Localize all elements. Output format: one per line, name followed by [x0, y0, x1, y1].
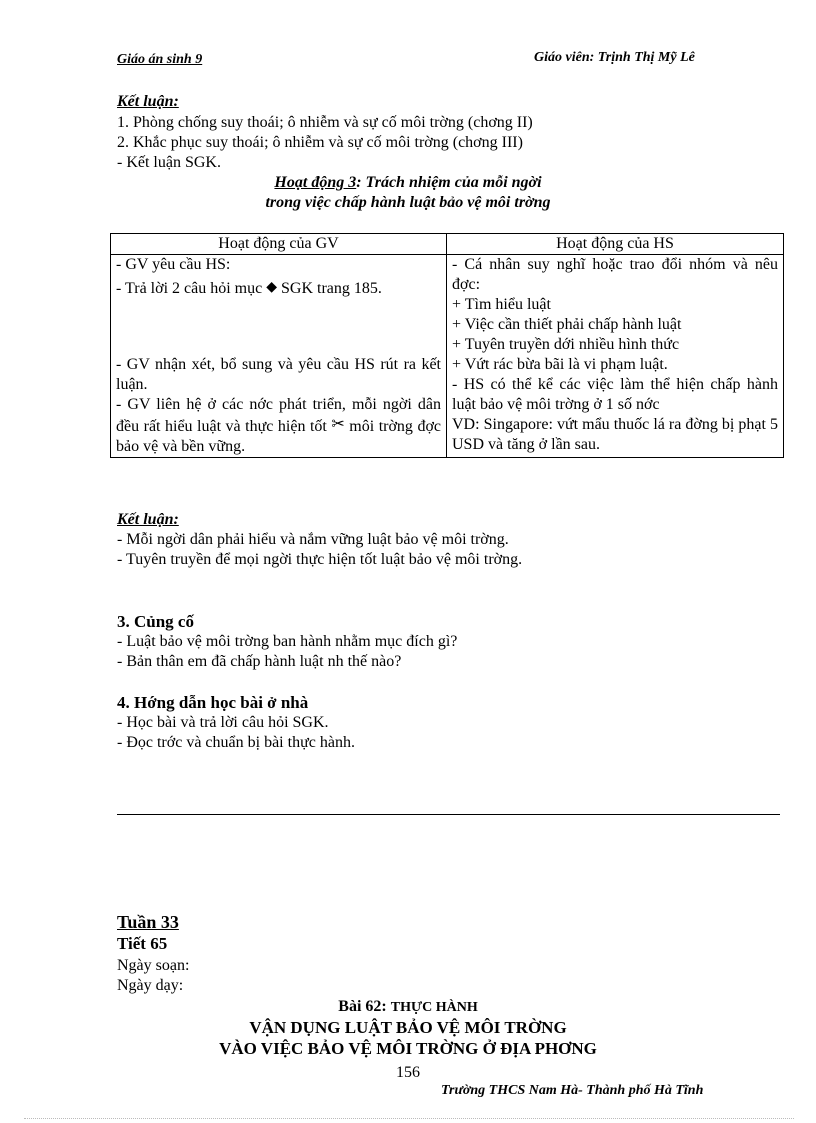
hs-paragraph: - HS có thể kể các việc làm thể hiện chấp hành luật bảo vệ môi trờng ở 1 số nớc: [452, 376, 778, 413]
lesson-number: Bài 62:: [338, 998, 387, 1015]
hs-paragraph: VD: Singapore: vứt mẩu thuốc lá ra đờng bị phạt 5 USD và tăng ở lần sau.: [452, 416, 778, 453]
section-divider: [117, 814, 780, 815]
gv-paragraph-text: môi trờng đợc bảo vệ và bền vững.: [116, 418, 442, 455]
lesson-title-line2: VÀO VIỆC BẢO VỆ MÔI TRỜNG Ở ĐỊA PHƠNG: [219, 1039, 597, 1058]
conclusion-line: - Tuyên truyền để mọi ngời thực hiện tốt luật bảo vệ môi trờng.: [117, 551, 523, 568]
period-label: Tiết 65: [117, 934, 168, 953]
page-bottom-border: [24, 1118, 794, 1119]
conclusion-title: Kết luận:: [117, 93, 179, 110]
scissors-icon: ✂: [331, 416, 345, 433]
gv-line-text: SGK trang 185.: [281, 280, 382, 297]
gv-paragraph-text: - GV liên hệ ở các nớc phát triển, mỗi ngời dân đều rất hiểu luật và thực hiện tốt: [116, 396, 441, 435]
school-name: Trường THCS Nam Hà- Thành phố Hà Tĩnh: [441, 1083, 704, 1098]
column-header-hs: Hoạt động của HS: [447, 234, 784, 255]
gv-line-text: - Trả lời 2 câu hỏi mục: [116, 280, 263, 297]
conclusion-title: Kết luận:: [117, 511, 179, 528]
activity-table: [110, 233, 784, 458]
gv-spacer: [116, 299, 441, 355]
gv-cell: [111, 255, 447, 458]
header-right: Giáo viên: Trịnh Thị Mỹ Lê: [534, 50, 695, 65]
hs-cell: [447, 255, 784, 458]
column-header-gv: Hoạt động của GV: [111, 234, 447, 255]
hs-bullet: + Tuyên truyền dới nhiều hình thức: [452, 336, 680, 353]
diamond-bullet-icon: ◆: [266, 280, 278, 295]
hs-bullet: + Việc cần thiết phải chấp hành luật: [452, 316, 682, 333]
header-left: Giáo án sinh 9: [117, 52, 203, 67]
lesson-type: THỰC HÀNH: [390, 1000, 478, 1015]
gv-line: - GV yêu cầu HS:: [116, 256, 231, 273]
homework-line: - Đọc trớc và chuẩn bị bài thực hành.: [117, 734, 355, 751]
conclusion-line: 2. Khắc phục suy thoái; ô nhiễm và sự cố môi trờng (chơng III): [117, 134, 523, 151]
gv-line: [116, 278, 441, 299]
conclusion-line: - Mỗi ngời dân phải hiểu và nắm vững luật bảo vệ môi trờng.: [117, 531, 509, 548]
lesson-heading: [0, 998, 816, 1016]
section-title: 4. Hớng dẫn học bài ở nhà: [117, 693, 309, 712]
question-line: - Bản thân em đã chấp hành luật nh thế nào?: [117, 653, 402, 670]
page-number: 156: [396, 1064, 420, 1081]
activity-title: : Trách nhiệm của mỗi ngời: [356, 174, 542, 191]
question-line: - Luật bảo vệ môi trờng ban hành nhằm mục đích gì?: [117, 633, 458, 650]
homework-line: - Học bài và trả lời câu hỏi SGK.: [117, 714, 329, 731]
gv-paragraph: - GV nhận xét, bổ sung và yêu cầu HS rút ra kết luận.: [116, 356, 441, 393]
week-label: Tuần 33: [117, 912, 179, 932]
activity-heading: [0, 174, 816, 192]
lesson-title-line1: VẬN DỤNG LUẬT BẢO VỆ MÔI TRỜNG: [249, 1018, 567, 1037]
teach-date-label: Ngày dạy:: [117, 977, 184, 994]
activity-label: Hoạt động 3: [274, 174, 357, 191]
conclusion-line: - Kết luận SGK.: [117, 154, 221, 171]
hs-paragraph: - Cá nhân suy nghĩ hoặc trao đổi nhóm và nêu đợc:: [452, 256, 778, 293]
section-title: 3. Củng cố: [117, 612, 194, 631]
conclusion-line: 1. Phòng chống suy thoái; ô nhiễm và sự cố môi trờng (chơng II): [117, 114, 533, 131]
prep-date-label: Ngày soạn:: [117, 957, 190, 974]
hs-bullet: + Vứt rác bừa bãi là vi phạm luật.: [452, 356, 668, 373]
activity-title-line2: trong việc chấp hành luật bảo vệ môi trờng: [265, 194, 551, 211]
gv-paragraph: [116, 395, 441, 457]
table-row: [111, 255, 784, 458]
hs-bullet: + Tìm hiểu luật: [452, 296, 551, 313]
table-header-row: [111, 234, 784, 255]
